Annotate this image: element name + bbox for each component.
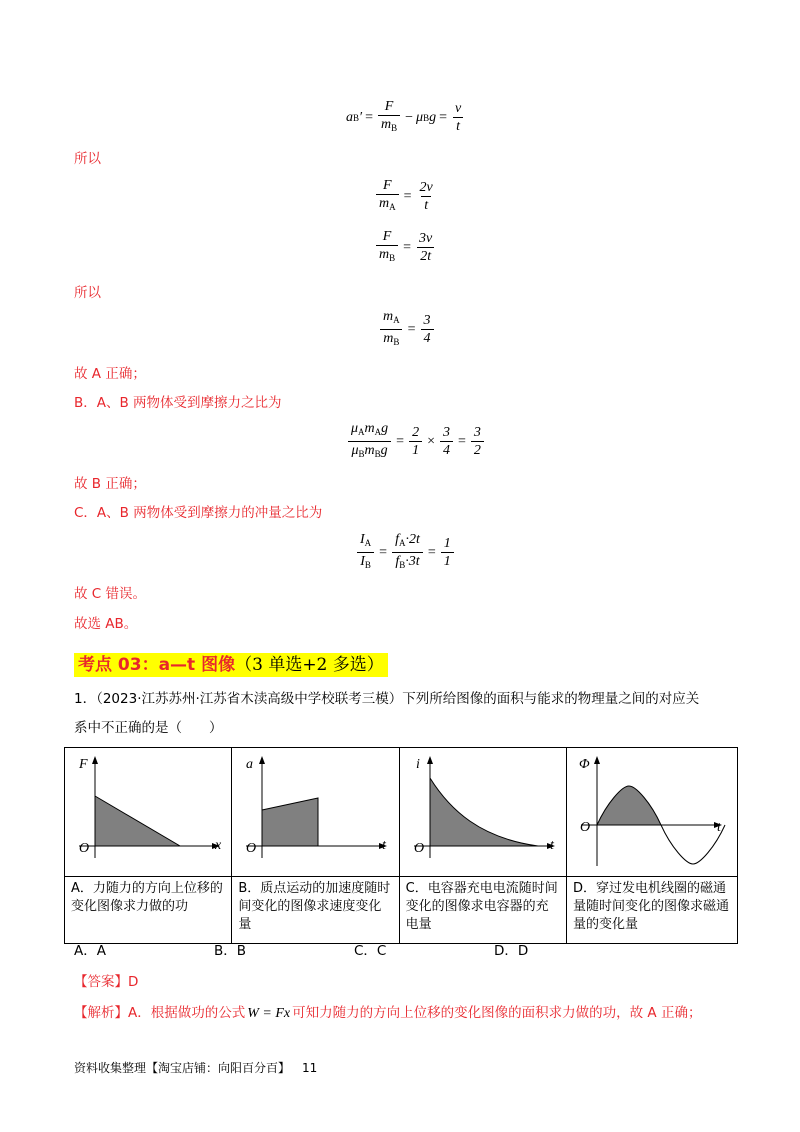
graph-f-x — [65, 748, 231, 872]
graph-a-t — [232, 748, 398, 872]
graph-d-area — [597, 786, 661, 825]
graph-cell-c — [399, 748, 566, 877]
graph-b-area — [262, 798, 318, 846]
graph-b-xlabel: t — [382, 838, 387, 853]
caption-a: A．力随力的方向上位移的变化图像求力做的功 — [65, 877, 232, 944]
graph-phi-t — [567, 748, 737, 872]
text-c-intro: C．A、B 两物体受到摩擦力的冲量之比为 — [74, 505, 323, 521]
graph-c-ylabel: i — [415, 757, 420, 772]
analysis-text-after: 可知力随力的方向上位移的变化图像的面积求力做的功，故 A 正确； — [292, 1005, 702, 1021]
graph-cell-b — [232, 748, 399, 877]
answer-label: 【答案】 — [74, 974, 128, 990]
footer-text: 资料收集整理【淘宝店铺：向阳百分百】 — [74, 1061, 291, 1075]
section-header — [74, 653, 388, 677]
graph-cell-d — [566, 748, 737, 877]
section-note: （3 单选+2 多选） — [235, 655, 384, 675]
option-d: D．D — [494, 943, 529, 959]
formula-mass-ratio: $\frac{m_A}{m_B}$ = $\frac{3}{4}$ — [378, 308, 436, 351]
question-table — [64, 747, 738, 944]
caption-c: C．电容器充电电流随时间变化的图像求电容器的充电量 — [399, 877, 566, 944]
analysis-text-before: A．根据做功的公式 — [128, 1005, 246, 1021]
text-b-intro: B．A、B 两物体受到摩擦力之比为 — [74, 395, 282, 411]
graph-i-t — [400, 748, 566, 872]
arrow-icon — [259, 756, 265, 764]
analysis-label: 【解析】 — [74, 1005, 128, 1021]
text-c-wrong: 故 C 错误。 — [74, 586, 147, 602]
footer — [74, 1059, 317, 1076]
graph-d-origin: O — [579, 820, 591, 835]
graph-d-xlabel: t — [716, 820, 721, 835]
graph-d-ylabel: Φ — [578, 757, 590, 772]
arrow-icon — [594, 756, 600, 764]
graph-c-origin: O — [413, 841, 424, 856]
text-a-correct: 故 A 正确； — [74, 366, 146, 382]
text-therefore-2: 所以 — [74, 285, 101, 301]
formula-f-over-mb: $\frac{F}{m_B}$ = $\frac{3v}{2t}$ — [374, 228, 437, 267]
analysis-formula: W = Fx — [247, 1006, 291, 1021]
question-line-1 — [74, 690, 699, 708]
option-b: B．B — [214, 943, 247, 959]
formula-impulse-ratio: $\frac{I_A}{I_B}$ = $\frac{f_A\cdot 2t}{f_B\cdot 3t}$ = $\frac{1}{1}$ — [355, 531, 456, 574]
option-a: A．A — [74, 943, 106, 959]
arrow-icon — [427, 756, 433, 764]
analysis-line — [74, 1004, 701, 1023]
formula-f-over-ma: $\frac{F}{m_A}$ = $\frac{2v}{t}$ — [374, 177, 438, 216]
question-stem-1: 下列所给图像的面积与能求的物理量之间的对应关 — [402, 691, 700, 707]
answer-line — [74, 973, 138, 991]
graph-a-xlabel: x — [215, 838, 222, 853]
page-number: 11 — [302, 1061, 318, 1075]
arrow-icon — [92, 756, 98, 764]
caption-b: B．质点运动的加速度随时间变化的图像求速度变化量 — [232, 877, 399, 944]
question-source: （2023·江苏苏州·江苏省木渎高级中学校联考三模） — [96, 691, 403, 707]
caption-d: D．穿过发电机线圈的磁通量随时间变化的图像求磁通量的变化量 — [566, 877, 737, 944]
text-b-correct: 故 B 正确； — [74, 476, 146, 492]
graph-a-origin: O — [79, 841, 90, 856]
graph-c-xlabel: t — [549, 838, 554, 853]
answer-value: D — [128, 974, 139, 990]
text-therefore-1: 所以 — [74, 151, 101, 167]
question-number: 1． — [74, 691, 97, 707]
section-title: 考点 03：a—t 图像 — [78, 655, 236, 675]
text-choose-ab: 故选 AB。 — [74, 616, 138, 632]
option-c: C．C — [354, 943, 387, 959]
question-stem-2: 系中不正确的是（ ） — [74, 720, 223, 736]
graph-c-area — [430, 778, 538, 846]
graph-cell-a — [65, 748, 232, 877]
graph-b-ylabel: a — [246, 757, 254, 772]
formula-friction-ratio: $\frac{\mu_Am_Ag}{\mu_Bm_Bg}$ = $\frac{2}{1}$ × $\frac{3}{4}$ = $\frac{3}{2}$ — [346, 420, 486, 463]
graph-a-area — [95, 796, 180, 846]
graph-a-ylabel: F — [79, 757, 88, 772]
formula-acceleration-b: a B ′ = $\frac{F}{m_B}$ − μ B g = $\frac{v}{t}$ — [346, 98, 466, 137]
graph-b-origin: O — [246, 841, 257, 856]
